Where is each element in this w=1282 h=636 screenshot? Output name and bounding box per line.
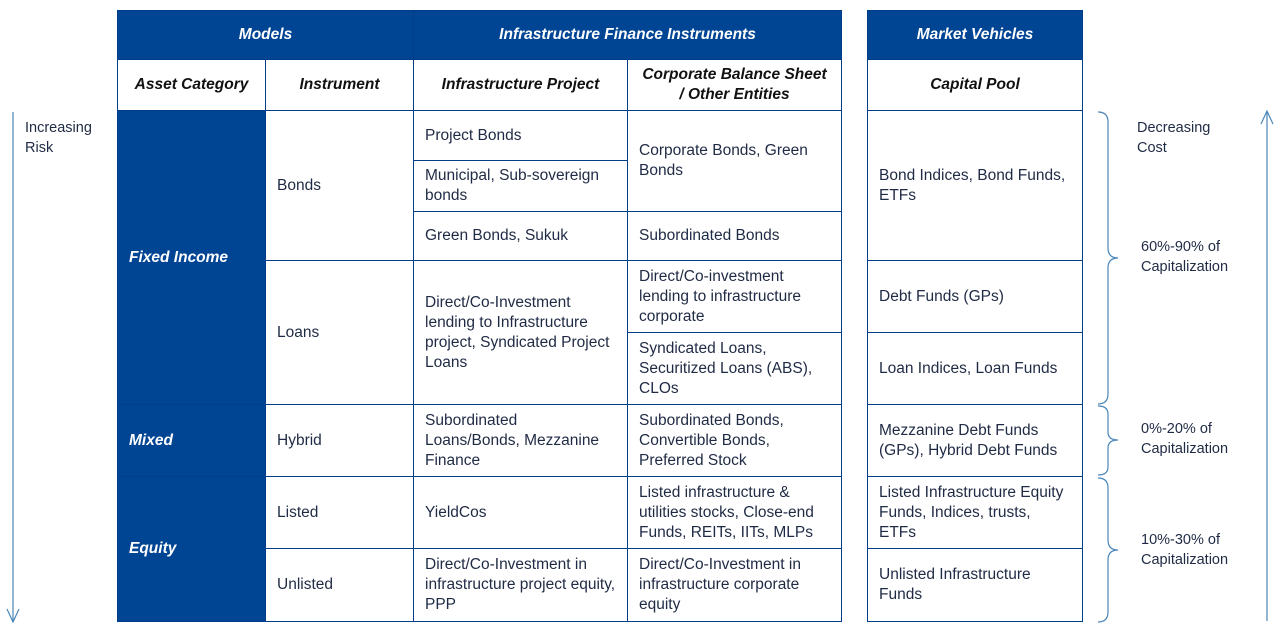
mixed-share-label: 0%-20% of Capitalization: [1141, 421, 1229, 457]
corporate-direct-lending-cell: Direct/Co-investment lending to infrastructure corporate: [628, 261, 842, 333]
equity-share-label: 10%-30% of Capitalization: [1141, 532, 1229, 568]
municipal-bonds-cell: Municipal, Sub-sovereign bonds: [414, 161, 628, 212]
project-loans-cell: Direct/Co-Investment lending to Infrastructure project, Syndicated Project Loans: [414, 261, 628, 405]
instruments-header: Infrastructure Finance Instruments: [414, 11, 842, 60]
corporate-unlisted-cell: Direct/Co-Investment in infrastructure corporate equity: [628, 549, 842, 622]
unlisted-funds-cell: Unlisted Infrastructure Funds: [868, 549, 1083, 622]
loan-funds-cell: Loan Indices, Loan Funds: [868, 333, 1083, 405]
project-listed-cell: YieldCos: [414, 477, 628, 549]
instrument-unlisted: Unlisted: [266, 549, 414, 622]
equity-brace-icon: [1098, 478, 1118, 622]
decreasing-cost-label: Decreasing Cost: [1137, 120, 1211, 156]
subordinated-bonds-cell: Subordinated Bonds: [628, 212, 842, 261]
project-unlisted-cell: Direct/Co-Investment in infrastructure project equity, PPP: [414, 549, 628, 622]
category-mixed: Mixed: [118, 405, 266, 477]
instrument-header: Instrument: [266, 60, 414, 111]
increasing-risk-arrow-icon: [7, 112, 19, 622]
green-sukuk-cell: Green Bonds, Sukuk: [414, 212, 628, 261]
models-header: Models: [118, 11, 414, 60]
capital-pool-header: Capital Pool: [868, 60, 1083, 111]
instrument-listed: Listed: [266, 477, 414, 549]
instrument-hybrid: Hybrid: [266, 405, 414, 477]
decreasing-cost-arrow-icon: [1261, 111, 1273, 621]
listed-funds-cell: Listed Infrastructure Equity Funds, Indices, trusts, ETFs: [868, 477, 1083, 549]
asset-category-header: Asset Category: [118, 60, 266, 111]
fixed-income-share-label: 60%-90% of Capitalization: [1141, 239, 1229, 275]
corporate-green-bonds-cell: Corporate Bonds, Green Bonds: [628, 111, 842, 212]
increasing-risk-label: Increasing Risk: [25, 120, 92, 156]
category-fixed-income: Fixed Income: [118, 111, 266, 405]
instrument-bonds: Bonds: [266, 111, 414, 261]
infrastructure-project-header: Infrastructure Project: [414, 60, 628, 111]
fixed-income-brace-icon: [1098, 112, 1118, 404]
instrument-loans: Loans: [266, 261, 414, 405]
category-equity: Equity: [118, 477, 266, 622]
corporate-syndicated-cell: Syndicated Loans, Securitized Loans (ABS), CLOs: [628, 333, 842, 405]
project-hybrid-cell: Subordinated Loans/Bonds, Mezzanine Finance: [414, 405, 628, 477]
corporate-listed-cell: Listed infrastructure & utilities stocks, Close-end Funds, REITs, IITs, MLPs: [628, 477, 842, 549]
market-vehicles-header: Market Vehicles: [868, 11, 1083, 60]
mezzanine-funds-cell: Mezzanine Debt Funds (GPs), Hybrid Debt Funds: [868, 405, 1083, 477]
project-bonds-cell: Project Bonds: [414, 111, 628, 161]
corporate-header: Corporate Balance Sheet / Other Entities: [628, 60, 842, 111]
corporate-hybrid-cell: Subordinated Bonds, Convertible Bonds, Preferred Stock: [628, 405, 842, 477]
mixed-brace-icon: [1098, 406, 1118, 475]
debt-funds-cell: Debt Funds (GPs): [868, 261, 1083, 333]
bond-funds-cell: Bond Indices, Bond Funds, ETFs: [868, 111, 1083, 261]
